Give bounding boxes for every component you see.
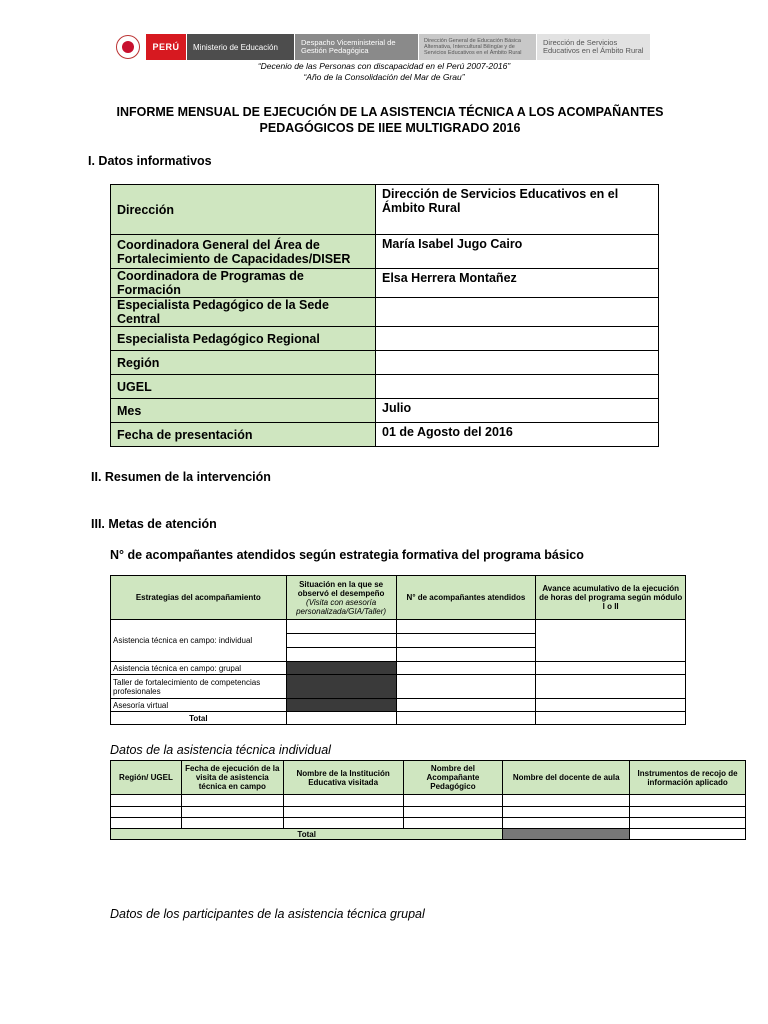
header-cell: Región/ UGEL <box>111 761 182 795</box>
info-value: Dirección de Servicios Educativos en el Ámbito Rural <box>376 185 659 235</box>
strategy-label: Asistencia técnica en campo: individual <box>111 620 287 662</box>
info-label: Región <box>111 351 376 375</box>
dgeba-logo: Dirección General de Educación Básica Alternativa, Intercultural Bilingüe y de Servicios Educativos en el Ámbito Rural <box>418 34 536 60</box>
ministerio-logo: Ministerio de Educación <box>186 34 294 60</box>
cell <box>630 829 746 840</box>
info-value <box>376 351 659 375</box>
cell <box>283 807 403 818</box>
cell <box>503 795 630 807</box>
header-cell: Nombre del docente de aula <box>503 761 630 795</box>
table-row <box>111 235 659 269</box>
strategy-label: Taller de fortalecimiento de competencias profesionales <box>111 675 287 699</box>
cell <box>403 818 503 829</box>
table-row <box>111 662 686 675</box>
strategy-label: Asesoría virtual <box>111 699 287 712</box>
info-label: Dirección <box>111 185 376 235</box>
document-title-line2: PEDAGÓGICOS DE IIEE MULTIGRADO 2016 <box>259 121 521 135</box>
motto-decenio: “Decenio de las Personas con discapacidad en el Perú 2007-2016” <box>257 61 511 71</box>
individual-table <box>110 760 746 840</box>
info-value: María Isabel Jugo Cairo <box>376 235 659 269</box>
table-row <box>111 807 746 818</box>
metas-subtitle: N° de acompañantes atendidos según estrategia formativa del programa básico <box>110 548 584 562</box>
section-metas: III. Metas de atención <box>91 517 217 531</box>
individual-heading: Datos de la asistencia técnica individual <box>110 743 331 757</box>
info-label: UGEL <box>111 375 376 399</box>
section-datos-informativos: I. Datos informativos <box>88 154 212 168</box>
header-cell: N° de acompañantes atendidos <box>396 576 536 620</box>
header-cell: Fecha de ejecución de la visita de asistencia técnica en campo <box>181 761 283 795</box>
document-title <box>100 104 680 136</box>
peru-logo: PERÚ <box>146 34 186 60</box>
cell <box>286 648 396 662</box>
cell <box>536 620 686 662</box>
cell <box>283 795 403 807</box>
cell <box>396 712 536 725</box>
header-cell: Nombre de la Institución Educativa visitada <box>283 761 403 795</box>
info-table <box>110 184 659 447</box>
table-row <box>111 818 746 829</box>
cell <box>536 712 686 725</box>
cell <box>536 699 686 712</box>
table-row <box>111 761 746 795</box>
table-row <box>111 829 746 840</box>
info-label: Mes <box>111 399 376 423</box>
strategy-label: Asistencia técnica en campo: grupal <box>111 662 287 675</box>
cell <box>286 634 396 648</box>
info-label: Coordinadora de Programas de Formación <box>111 269 376 298</box>
cell <box>630 795 746 807</box>
cell <box>283 818 403 829</box>
header-cell: Nombre del Acompañante Pedagógico <box>403 761 503 795</box>
table-row <box>111 795 746 807</box>
table-row <box>111 375 659 399</box>
info-label: Especialista Pedagógico de la Sede Central <box>111 298 376 327</box>
header-cell: Avance acumulativo de la ejecución de horas del programa según módulo I o II <box>536 576 686 620</box>
info-value: 01 de Agosto del 2016 <box>376 423 659 447</box>
total-label: Total <box>111 829 503 840</box>
cell <box>503 807 630 818</box>
header-cell: Instrumentos de recojo de información aplicado <box>630 761 746 795</box>
motto-anio: “Año de la Consolidación del Mar de Grau” <box>303 72 465 82</box>
section-resumen: II. Resumen de la intervención <box>91 470 271 484</box>
coat-of-arms-icon <box>110 34 146 60</box>
total-label: Total <box>111 712 287 725</box>
cell <box>396 634 536 648</box>
cell <box>403 795 503 807</box>
header-cell <box>286 576 396 620</box>
cell <box>181 795 283 807</box>
table-row <box>111 327 659 351</box>
header-cell: Estrategias del acompañamiento <box>111 576 287 620</box>
cell <box>630 807 746 818</box>
info-value <box>376 298 659 327</box>
table-row <box>111 298 659 327</box>
cell <box>396 699 536 712</box>
table-row <box>111 712 686 725</box>
info-value: Elsa Herrera Montañez <box>376 269 659 298</box>
header-cell-text: Situación en la que se observó el desempeño <box>297 579 385 598</box>
table-row <box>111 399 659 423</box>
cell <box>286 620 396 634</box>
info-value <box>376 327 659 351</box>
table-row <box>111 269 659 298</box>
cell <box>630 818 746 829</box>
table-row <box>111 423 659 447</box>
cell <box>111 807 182 818</box>
table-row <box>111 185 659 235</box>
cell <box>286 675 396 699</box>
table-row <box>111 675 686 699</box>
table-row <box>111 699 686 712</box>
cell <box>536 675 686 699</box>
cell <box>536 662 686 675</box>
cell <box>181 818 283 829</box>
info-label: Coordinadora General del Área de Fortalecimiento de Capacidades/DISER <box>111 235 376 269</box>
strategies-table <box>110 575 686 725</box>
header-cell-note: (Visita con asesoría personalizada/GIA/Taller) <box>296 597 387 616</box>
table-row <box>111 351 659 375</box>
cell <box>286 712 396 725</box>
info-value: Julio <box>376 399 659 423</box>
cell <box>396 648 536 662</box>
header-banner <box>110 34 650 60</box>
despacho-logo: Despacho Viceministerial de Gestión Pedagógica <box>294 34 418 60</box>
cell <box>396 620 536 634</box>
cell <box>503 818 630 829</box>
grupal-heading: Datos de los participantes de la asistencia técnica grupal <box>110 907 425 921</box>
cell <box>286 662 396 675</box>
info-label: Especialista Pedagógico Regional <box>111 327 376 351</box>
document-title-line1: INFORME MENSUAL DE EJECUCIÓN DE LA ASISTENCIA TÉCNICA A LOS ACOMPAÑANTES <box>116 105 664 119</box>
table-row <box>111 576 686 620</box>
cell <box>503 829 630 840</box>
cell <box>396 662 536 675</box>
diser-logo: Dirección de Servicios Educativos en el Ámbito Rural <box>536 34 650 60</box>
cell <box>286 699 396 712</box>
cell <box>181 807 283 818</box>
cell <box>396 675 536 699</box>
info-value <box>376 375 659 399</box>
info-label: Fecha de presentación <box>111 423 376 447</box>
table-row <box>111 620 686 634</box>
cell <box>111 818 182 829</box>
cell <box>403 807 503 818</box>
cell <box>111 795 182 807</box>
